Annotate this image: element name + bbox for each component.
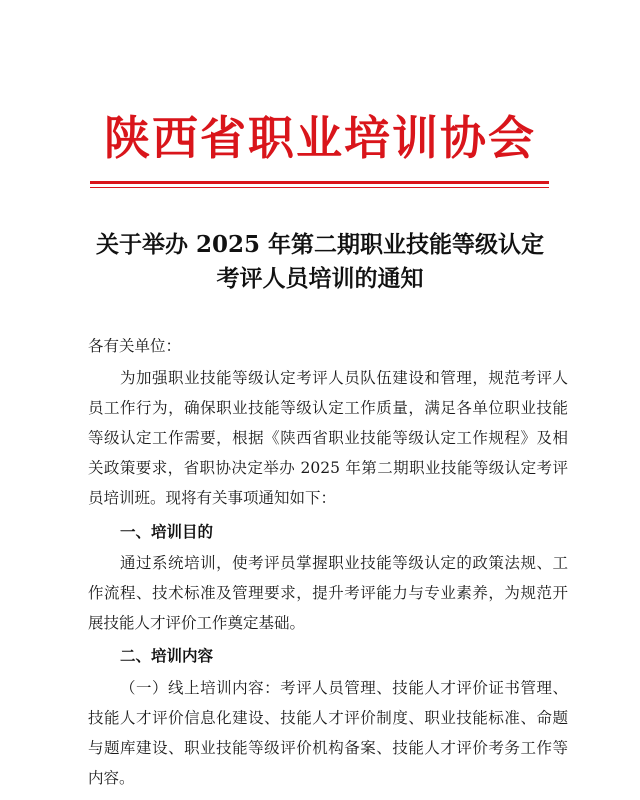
document-title-line-1: 关于举办 2025 年第二期职业技能等级认定 [95,231,545,258]
salutation: 各有关单位： [88,337,182,355]
letterhead-divider-thin [90,187,549,188]
organization-letterhead: 陕西省职业培训协会 [104,111,536,165]
section-heading-content: 二、培训内容 [120,647,214,665]
section-paragraph-purpose: 通过系统培训，使考评员掌握职业技能等级认定的政策法规、工作流程、技术标准及管理要求，提升考评能力与专业素养，为规范开展技能人才评价工作奠定基础。 [88,554,568,632]
intro-paragraph: 为加强职业技能等级认定考评人员队伍建设和管理，规范考评人员工作行为，确保职业技能等级认定工作质量，满足各单位职业技能等级认定工作需要，根据《陕西省职业技能等级认定工作规程》及相关政策要求，省职协决定举办 2025 年第二期职业技能等级认定考评员培训班。现将有关事项通知如下： [88,369,568,507]
section-heading-purpose: 一、培训目的 [120,523,214,541]
letterhead-divider-thick [90,181,549,184]
document-title-line-2: 考评人员培训的通知 [216,265,424,292]
section-paragraph-content: （一）线上培训内容：考评人员管理、技能人才评价证书管理、技能人才评价信息化建设、技能人才评价制度、职业技能标准、命题与题库建设、职业技能等级评价机构备案、技能人才评价考务工作等内容。 [88,679,568,787]
